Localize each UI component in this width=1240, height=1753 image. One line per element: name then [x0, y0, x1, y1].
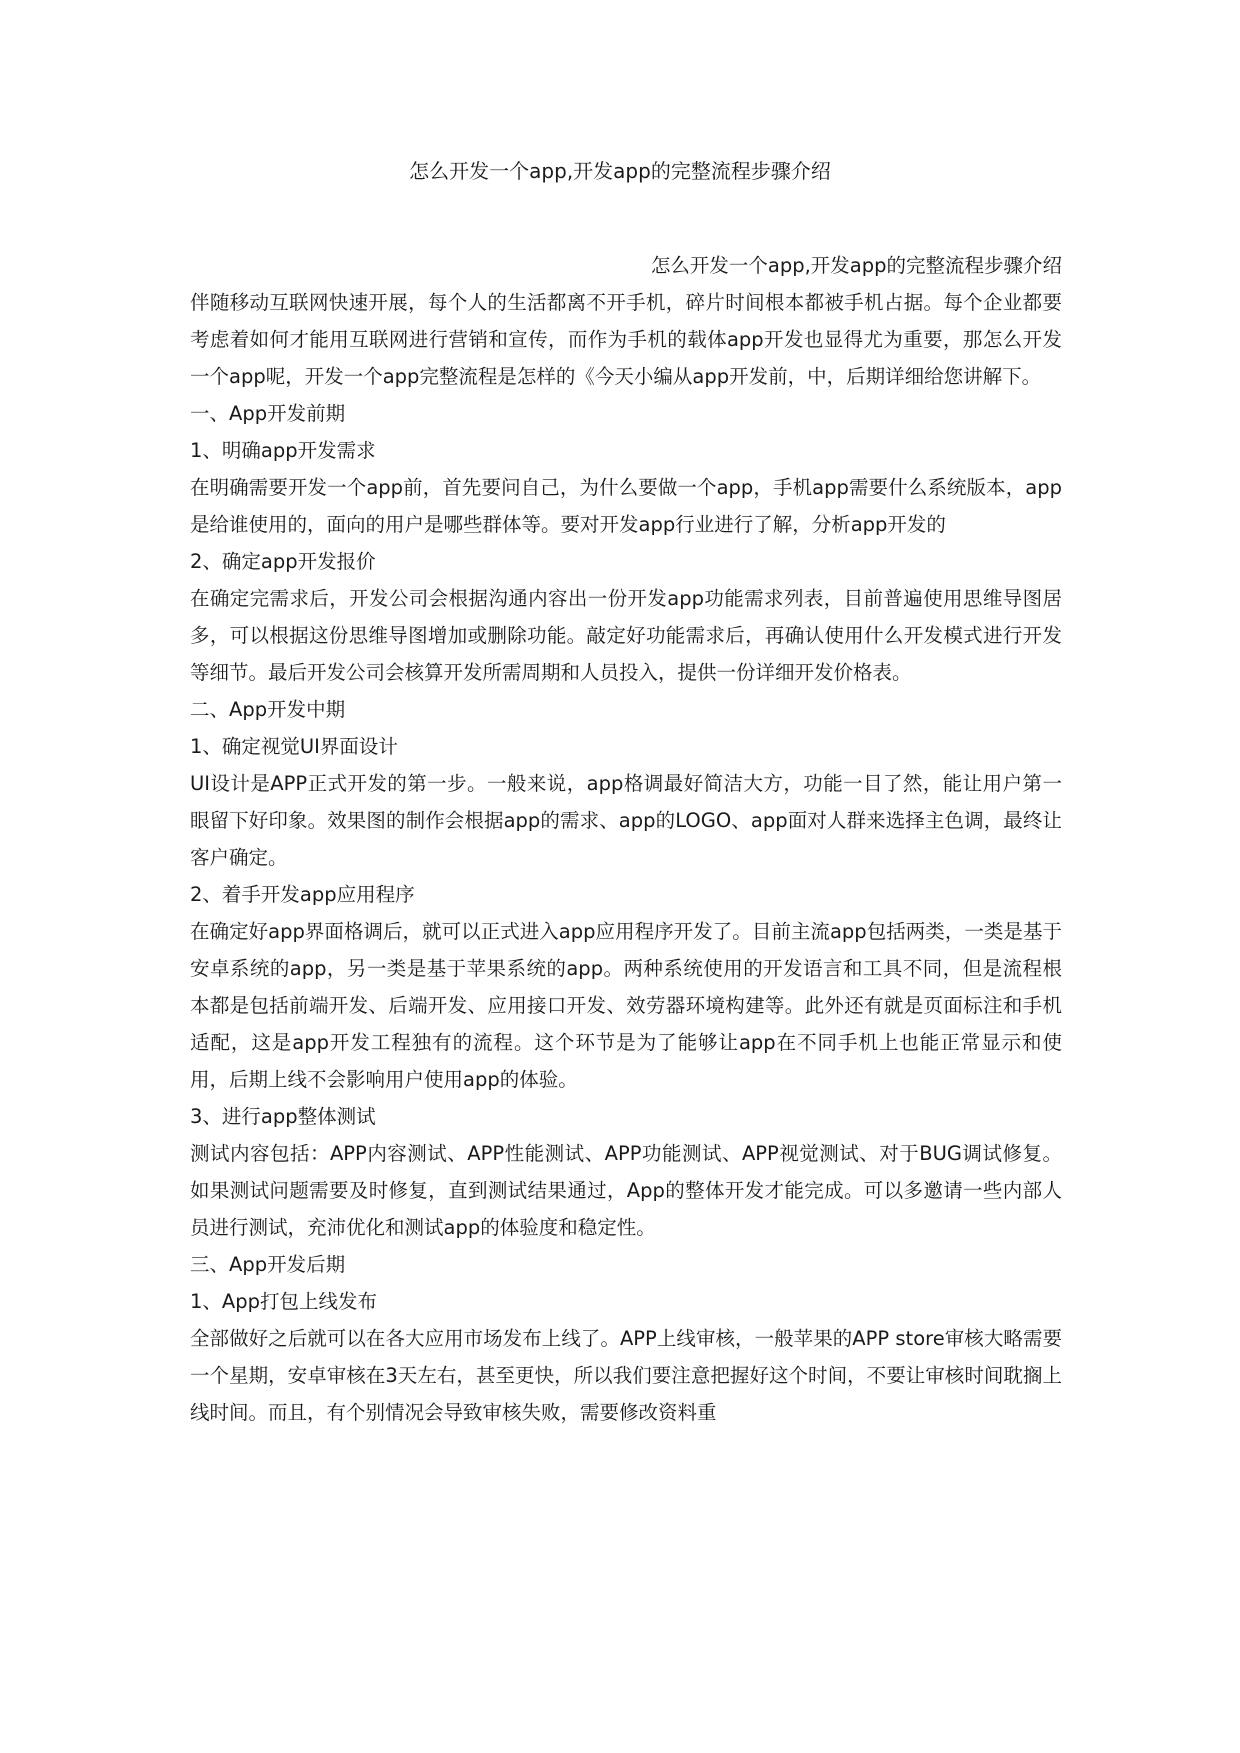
subheading-2-1: 1、确定视觉UI界面设计 [190, 735, 398, 758]
paragraph-1-2: 在确定完需求后，开发公司会根据沟通内容出一份开发app功能需求列表，目前普遍使用思维导图居多，可以根据这份思维导图增加或删除功能。敲定好功能需求后，再确认使用什么开发模式进行开发等细节。最后开发公司会核算开发所需周期和人员投入，提供一份详细开发价格表。 [190, 587, 1062, 684]
subheading-2-2: 2、着手开发app应用程序 [190, 883, 415, 906]
document-body [190, 247, 1062, 1431]
paragraph-2-2: 在确定好app界面格调后，就可以正式进入app应用程序开发了。目前主流app包括两类，一类是基于安卓系统的app，另一类是基于苹果系统的app。两种系统使用的开发语言和工具不同，但是流程根本都是包括前端开发、后端开发、应用接口开发、效劳器环境构建等。此外还有就是页面标注和手机适配，这是app开发工程独有的流程。这个环节是为了能够让app在不同手机上也能正常显示和使用，后期上线不会影响用户使用app的体验。 [190, 920, 1062, 1091]
document-subtitle: 怎么开发一个app,开发app的完整流程步骤介绍 [650, 254, 1062, 277]
document-title: 怎么开发一个app,开发app的完整流程步骤介绍 [409, 159, 831, 183]
paragraph-1-1: 在明确需要开发一个app前，首先要问自己，为什么要做一个app，手机app需要什么系统版本，app是给谁使用的，面向的用户是哪些群体等。要对开发app行业进行了解，分析app开发的 [190, 476, 1062, 536]
paragraph-2-3: 测试内容包括：APP内容测试、APP性能测试、APP功能测试、APP视觉测试、对于BUG调试修复。如果测试问题需要及时修复，直到测试结果通过，App的整体开发才能完成。可以多邀请一些内部人员进行测试，充沛优化和测试app的体验度和稳定性。 [190, 1142, 1062, 1239]
section-heading-2: 二、App开发中期 [190, 698, 346, 721]
subheading-3-1: 1、App打包上线发布 [190, 1290, 378, 1313]
paragraph-intro: 伴随移动互联网快速开展，每个人的生活都离不开手机，碎片时间根本都被手机占据。每个企业都要考虑着如何才能用互联网进行营销和宣传，而作为手机的载体app开发也显得尤为重要，那怎么开发一个app呢，开发一个app完整流程是怎样的《今天小编从app开发前，中，后期详细给您讲解下。 [190, 291, 1062, 388]
subheading-1-1: 1、明确app开发需求 [190, 439, 376, 462]
subheading-2-3: 3、进行app整体测试 [190, 1105, 376, 1128]
paragraph-3-1: 全部做好之后就可以在各大应用市场发布上线了。APP上线审核，一般苹果的APP store审核大略需要一个星期，安卓审核在3天左右，甚至更快，所以我们要注意把握好这个时间，不要让审核时间耽搁上线时间。而且，有个别情况会导致审核失败，需要修改资料重 [190, 1327, 1062, 1424]
subheading-1-2: 2、确定app开发报价 [190, 550, 376, 573]
section-heading-3: 三、App开发后期 [190, 1253, 346, 1276]
section-heading-1: 一、App开发前期 [190, 402, 346, 425]
paragraph-2-1: UI设计是APP正式开发的第一步。一般来说，app格调最好简洁大方，功能一目了然，能让用户第一眼留下好印象。效果图的制作会根据app的需求、app的LOGO、app面对人群来选择主色调，最终让客户确定。 [190, 772, 1062, 869]
